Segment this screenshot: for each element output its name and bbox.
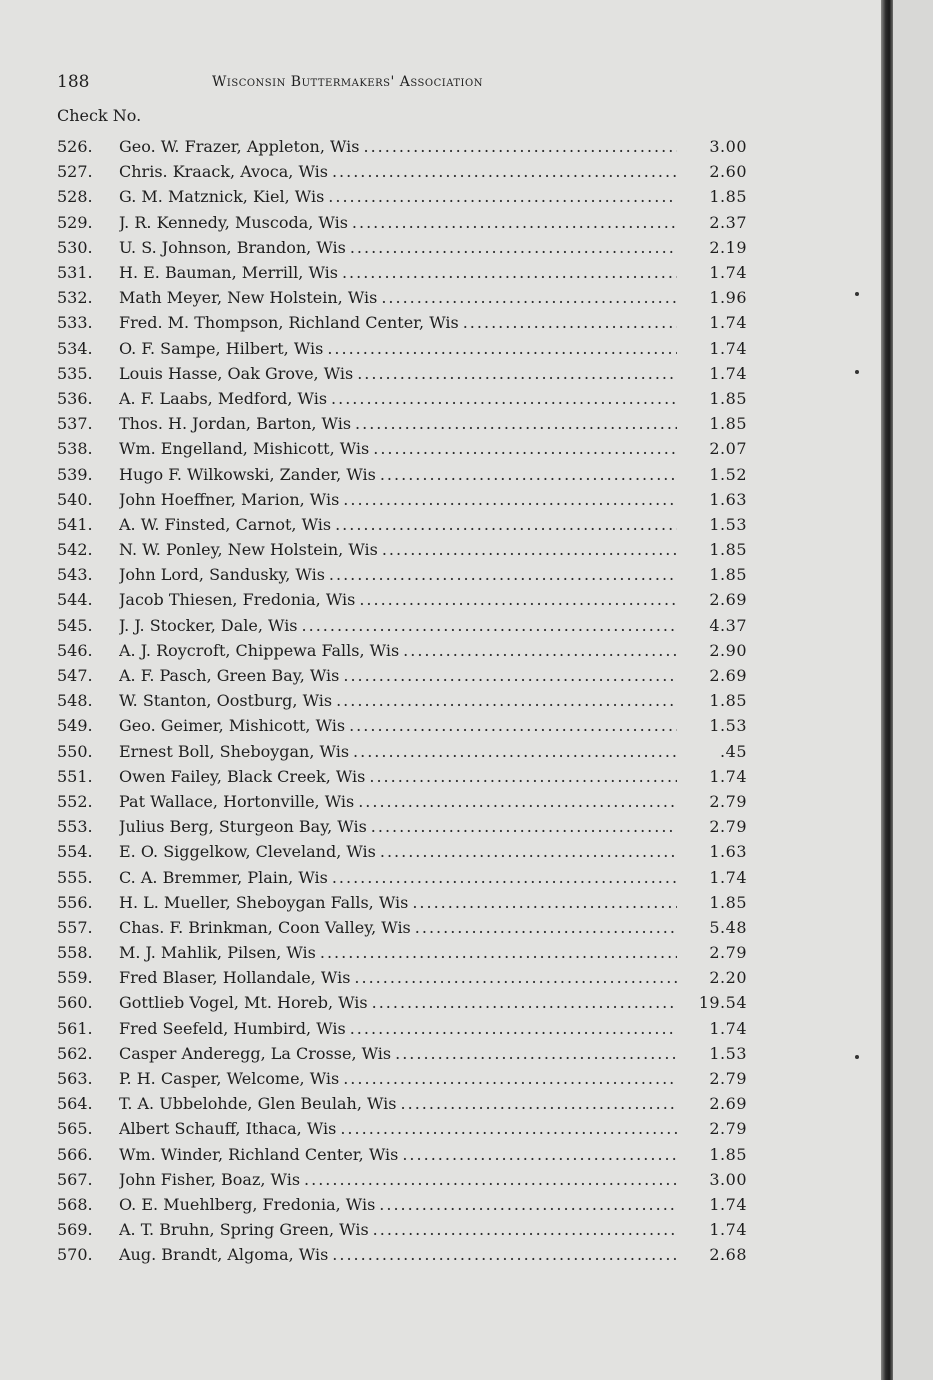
payee-name: A. F. Laabs, Medford, Wis: [119, 388, 328, 408]
payee-cell: [119, 1145, 677, 1164]
amount: 2.07: [709, 439, 747, 459]
list-item: [57, 386, 747, 411]
list-item: [57, 1091, 747, 1116]
page-number: 188: [57, 72, 90, 92]
amount: 1.74: [709, 313, 747, 333]
check-number: 539.: [57, 464, 93, 484]
dot-leader: [343, 1069, 677, 1088]
payee-cell: [119, 742, 677, 761]
running-title: Wisconsin Buttermakers' Association: [212, 74, 483, 90]
amount: 1.85: [709, 187, 747, 207]
payee-cell: [119, 1245, 677, 1264]
dot-leader: [382, 540, 677, 559]
dot-leader: [402, 1145, 677, 1164]
amount: 1.63: [709, 842, 747, 862]
amount: 2.79: [709, 791, 747, 811]
list-item: [57, 411, 747, 436]
list-item: [57, 1066, 747, 1091]
check-number: 536.: [57, 388, 93, 408]
payee-cell: [119, 968, 677, 987]
book-spine-edge: [881, 0, 893, 1380]
amount: 1.85: [709, 565, 747, 585]
list-item: [57, 587, 747, 612]
payee-cell: [119, 313, 677, 332]
dot-leader: [327, 339, 677, 358]
payee-name: J. J. Stocker, Dale, Wis: [119, 615, 298, 635]
check-number: 549.: [57, 716, 93, 736]
dot-leader: [353, 742, 677, 761]
dot-leader: [328, 187, 677, 206]
dot-leader: [364, 137, 678, 156]
check-number: 554.: [57, 842, 93, 862]
print-speck: [855, 1055, 859, 1059]
list-item: [57, 1192, 747, 1217]
check-number: 564.: [57, 1094, 93, 1114]
payee-name: Chris. Kraack, Avoca, Wis: [119, 162, 328, 182]
amount: 2.79: [709, 1119, 747, 1139]
amount: 1.85: [709, 1144, 747, 1164]
check-number: 562.: [57, 1043, 93, 1063]
payee-cell: [119, 767, 677, 786]
payee-cell: [119, 1220, 677, 1239]
check-number: 556.: [57, 892, 93, 912]
check-number: 553.: [57, 817, 93, 837]
check-number: 532.: [57, 288, 93, 308]
amount: 2.79: [709, 817, 747, 837]
list-item: [57, 1016, 747, 1041]
list-item: [57, 663, 747, 688]
payee-cell: [119, 137, 677, 156]
amount: 2.79: [709, 943, 747, 963]
payee-cell: [119, 389, 677, 408]
amount: 2.20: [709, 968, 747, 988]
list-item: [57, 1217, 747, 1242]
amount: 1.74: [709, 867, 747, 887]
payee-name: C. A. Bremmer, Plain, Wis: [119, 867, 328, 887]
list-item: [57, 1116, 747, 1141]
list-item: [57, 562, 747, 587]
amount: 1.53: [709, 514, 747, 534]
payee-cell: [119, 162, 677, 181]
list-item: [57, 839, 747, 864]
payee-cell: [119, 590, 677, 609]
dot-leader: [332, 1245, 677, 1264]
payee-cell: [119, 842, 677, 861]
payee-cell: [119, 1195, 677, 1214]
payee-name: G. M. Matznick, Kiel, Wis: [119, 187, 325, 207]
payee-name: U. S. Johnson, Brandon, Wis: [119, 237, 346, 257]
payee-name: H. L. Mueller, Sheboygan Falls, Wis: [119, 892, 409, 912]
check-number: 568.: [57, 1194, 93, 1214]
payee-cell: [119, 943, 677, 962]
payee-cell: [119, 288, 677, 307]
amount: 1.53: [709, 1043, 747, 1063]
payee-name: Ernest Boll, Sheboygan, Wis: [119, 741, 350, 761]
dot-leader: [415, 918, 677, 937]
dot-leader: [354, 968, 677, 987]
list-item: [57, 613, 747, 638]
list-item: [57, 713, 747, 738]
payee-cell: [119, 792, 677, 811]
payee-cell: [119, 1170, 677, 1189]
dot-leader: [302, 616, 677, 635]
check-number: 530.: [57, 237, 93, 257]
list-item: [57, 184, 747, 209]
payee-cell: [119, 868, 677, 887]
check-number: 545.: [57, 615, 93, 635]
check-number: 534.: [57, 338, 93, 358]
list-item: [57, 537, 747, 562]
amount: 1.74: [709, 263, 747, 283]
amount: 1.85: [709, 388, 747, 408]
amount: .45: [720, 741, 747, 761]
payee-cell: [119, 918, 677, 937]
dot-leader: [342, 263, 677, 282]
dot-leader: [380, 842, 677, 861]
dot-leader: [381, 288, 677, 307]
payee-cell: [119, 817, 677, 836]
payee-name: A. T. Bruhn, Spring Green, Wis: [119, 1220, 369, 1240]
payee-cell: [119, 439, 677, 458]
dot-leader: [379, 1195, 677, 1214]
dot-leader: [320, 943, 677, 962]
payee-name: John Fisher, Boaz, Wis: [119, 1169, 301, 1189]
amount: 2.90: [709, 640, 747, 660]
check-number: 540.: [57, 489, 93, 509]
dot-leader: [349, 716, 677, 735]
amount: 2.19: [709, 237, 747, 257]
payee-name: J. R. Kennedy, Muscoda, Wis: [119, 212, 348, 232]
dot-leader: [329, 565, 677, 584]
check-number: 552.: [57, 791, 93, 811]
list-item: [57, 1041, 747, 1066]
payee-cell: [119, 238, 677, 257]
amount: 1.85: [709, 892, 747, 912]
amount: 3.00: [709, 1169, 747, 1189]
payee-name: Hugo F. Wilkowski, Zander, Wis: [119, 464, 376, 484]
check-number: 551.: [57, 766, 93, 786]
amount: 1.85: [709, 691, 747, 711]
check-number: 559.: [57, 968, 93, 988]
payee-name: Albert Schauff, Ithaca, Wis: [119, 1119, 337, 1139]
check-number: 566.: [57, 1144, 93, 1164]
dot-leader: [357, 364, 677, 383]
list-item: [57, 789, 747, 814]
payee-name: Casper Anderegg, La Crosse, Wis: [119, 1043, 392, 1063]
dot-leader: [350, 238, 677, 257]
payee-cell: [119, 666, 677, 685]
list-item: [57, 814, 747, 839]
list-item: [57, 310, 747, 335]
list-item: [57, 890, 747, 915]
dot-leader: [373, 439, 677, 458]
dot-leader: [304, 1170, 677, 1189]
check-number: 527.: [57, 162, 93, 182]
dot-leader: [335, 515, 677, 534]
payee-cell: [119, 893, 677, 912]
check-number: 557.: [57, 917, 93, 937]
check-list: [57, 134, 747, 1267]
dot-leader: [369, 767, 677, 786]
dot-leader: [372, 993, 677, 1012]
check-number: 570.: [57, 1245, 93, 1265]
payee-cell: [119, 691, 677, 710]
payee-cell: [119, 716, 677, 735]
dot-leader: [401, 1094, 677, 1113]
payee-name: Wm. Engelland, Mishicott, Wis: [119, 439, 370, 459]
amount: 1.63: [709, 489, 747, 509]
payee-cell: [119, 540, 677, 559]
payee-name: Geo. W. Frazer, Appleton, Wis: [119, 137, 360, 157]
list-item: [57, 1167, 747, 1192]
list-item: [57, 915, 747, 940]
list-item: [57, 1142, 747, 1167]
dot-leader: [359, 590, 677, 609]
amount: 2.69: [709, 1094, 747, 1114]
list-item: [57, 990, 747, 1015]
amount: 1.74: [709, 363, 747, 383]
dot-leader: [352, 213, 677, 232]
amount: 2.37: [709, 212, 747, 232]
payee-name: Fred Seefeld, Humbird, Wis: [119, 1018, 346, 1038]
payee-cell: [119, 414, 677, 433]
amount: 1.85: [709, 540, 747, 560]
amount: 1.74: [709, 1018, 747, 1038]
payee-cell: [119, 641, 677, 660]
payee-cell: [119, 263, 677, 282]
print-speck: [855, 292, 859, 296]
check-number: 558.: [57, 943, 93, 963]
check-number: 538.: [57, 439, 93, 459]
check-number: 537.: [57, 414, 93, 434]
check-number: 535.: [57, 363, 93, 383]
payee-name: O. F. Sampe, Hilbert, Wis: [119, 338, 324, 358]
payee-cell: [119, 616, 677, 635]
payee-cell: [119, 1044, 677, 1063]
payee-name: Jacob Thiesen, Fredonia, Wis: [119, 590, 356, 610]
payee-name: Owen Failey, Black Creek, Wis: [119, 766, 366, 786]
payee-name: Aug. Brandt, Algoma, Wis: [119, 1245, 329, 1265]
payee-name: Gottlieb Vogel, Mt. Horeb, Wis: [119, 993, 368, 1013]
dot-leader: [343, 666, 677, 685]
amount: 1.74: [709, 1220, 747, 1240]
list-item: [57, 159, 747, 184]
list-item: [57, 436, 747, 461]
check-number: 561.: [57, 1018, 93, 1038]
amount: 5.48: [709, 917, 747, 937]
payee-cell: [119, 993, 677, 1012]
list-item: [57, 864, 747, 889]
amount: 1.74: [709, 338, 747, 358]
check-number: 533.: [57, 313, 93, 333]
dot-leader: [343, 490, 677, 509]
dot-leader: [403, 641, 677, 660]
check-number: 528.: [57, 187, 93, 207]
payee-name: H. E. Bauman, Merrill, Wis: [119, 263, 338, 283]
list-item: [57, 487, 747, 512]
dot-leader: [380, 465, 677, 484]
amount: 2.68: [709, 1245, 747, 1265]
amount: 1.85: [709, 414, 747, 434]
check-number: 565.: [57, 1119, 93, 1139]
payee-cell: [119, 364, 677, 383]
amount: 19.54: [698, 993, 747, 1013]
payee-cell: [119, 465, 677, 484]
payee-cell: [119, 490, 677, 509]
check-number: 543.: [57, 565, 93, 585]
print-speck: [855, 370, 859, 374]
dot-leader: [332, 868, 677, 887]
check-number: 563.: [57, 1069, 93, 1089]
check-number: 560.: [57, 993, 93, 1013]
amount: 1.96: [709, 288, 747, 308]
dot-leader: [331, 389, 677, 408]
amount: 4.37: [709, 615, 747, 635]
dot-leader: [395, 1044, 677, 1063]
dot-leader: [332, 162, 677, 181]
dot-leader: [358, 792, 677, 811]
amount: 1.74: [709, 766, 747, 786]
list-item: [57, 512, 747, 537]
list-item: [57, 688, 747, 713]
list-item: [57, 361, 747, 386]
list-item: [57, 336, 747, 361]
dot-leader: [355, 414, 677, 433]
payee-name: T. A. Ubbelohde, Glen Beulah, Wis: [119, 1094, 397, 1114]
column-header: Check No.: [57, 106, 142, 125]
amount: 1.53: [709, 716, 747, 736]
check-number: 544.: [57, 590, 93, 610]
payee-cell: [119, 1094, 677, 1113]
list-item: [57, 260, 747, 285]
dot-leader: [412, 893, 677, 912]
dot-leader: [350, 1019, 677, 1038]
list-item: [57, 940, 747, 965]
list-item: [57, 134, 747, 159]
check-number: 555.: [57, 867, 93, 887]
page-header: [57, 72, 747, 96]
check-number: 542.: [57, 540, 93, 560]
list-item: [57, 285, 747, 310]
amount: 2.60: [709, 162, 747, 182]
check-number: 548.: [57, 691, 93, 711]
payee-name: M. J. Mahlik, Pilsen, Wis: [119, 943, 316, 963]
payee-name: Geo. Geimer, Mishicott, Wis: [119, 716, 346, 736]
amount: 2.79: [709, 1069, 747, 1089]
check-number: 531.: [57, 263, 93, 283]
payee-name: O. E. Muehlberg, Fredonia, Wis: [119, 1194, 376, 1214]
payee-name: P. H. Casper, Welcome, Wis: [119, 1069, 340, 1089]
dot-leader: [336, 691, 677, 710]
check-number: 547.: [57, 666, 93, 686]
payee-name: E. O. Siggelkow, Cleveland, Wis: [119, 842, 376, 862]
list-item: [57, 739, 747, 764]
payee-name: John Lord, Sandusky, Wis: [119, 565, 325, 585]
check-number: 546.: [57, 640, 93, 660]
amount: 3.00: [709, 137, 747, 157]
list-item: [57, 1242, 747, 1267]
payee-name: A. J. Roycroft, Chippewa Falls, Wis: [119, 640, 400, 660]
payee-cell: [119, 339, 677, 358]
list-item: [57, 764, 747, 789]
payee-name: John Hoeffner, Marion, Wis: [119, 489, 340, 509]
check-number: 529.: [57, 212, 93, 232]
dot-leader: [463, 313, 677, 332]
payee-cell: [119, 515, 677, 534]
check-number: 550.: [57, 741, 93, 761]
check-number: 569.: [57, 1220, 93, 1240]
payee-cell: [119, 187, 677, 206]
payee-cell: [119, 1069, 677, 1088]
payee-name: W. Stanton, Oostburg, Wis: [119, 691, 333, 711]
payee-name: Fred Blaser, Hollandale, Wis: [119, 968, 351, 988]
page-margin: [893, 0, 933, 1380]
payee-name: Fred. M. Thompson, Richland Center, Wis: [119, 313, 459, 333]
list-item: [57, 235, 747, 260]
payee-name: Chas. F. Brinkman, Coon Valley, Wis: [119, 917, 411, 937]
list-item: [57, 461, 747, 486]
check-number: 567.: [57, 1169, 93, 1189]
check-number: 541.: [57, 514, 93, 534]
payee-name: A. W. Finsted, Carnot, Wis: [119, 514, 332, 534]
payee-cell: [119, 213, 677, 232]
payee-cell: [119, 1019, 677, 1038]
payee-name: Math Meyer, New Holstein, Wis: [119, 288, 378, 308]
payee-name: Louis Hasse, Oak Grove, Wis: [119, 363, 354, 383]
dot-leader: [373, 1220, 677, 1239]
payee-cell: [119, 1119, 677, 1138]
check-number: 526.: [57, 137, 93, 157]
payee-name: N. W. Ponley, New Holstein, Wis: [119, 540, 378, 560]
payee-name: Pat Wallace, Hortonville, Wis: [119, 791, 355, 811]
payee-name: A. F. Pasch, Green Bay, Wis: [119, 666, 340, 686]
payee-name: Wm. Winder, Richland Center, Wis: [119, 1144, 399, 1164]
dot-leader: [371, 817, 677, 836]
amount: 2.69: [709, 590, 747, 610]
payee-name: Julius Berg, Sturgeon Bay, Wis: [119, 817, 367, 837]
list-item: [57, 210, 747, 235]
amount: 1.74: [709, 1194, 747, 1214]
payee-name: Thos. H. Jordan, Barton, Wis: [119, 414, 352, 434]
list-item: [57, 638, 747, 663]
amount: 2.69: [709, 666, 747, 686]
list-item: [57, 965, 747, 990]
payee-cell: [119, 565, 677, 584]
dot-leader: [340, 1119, 677, 1138]
amount: 1.52: [709, 464, 747, 484]
